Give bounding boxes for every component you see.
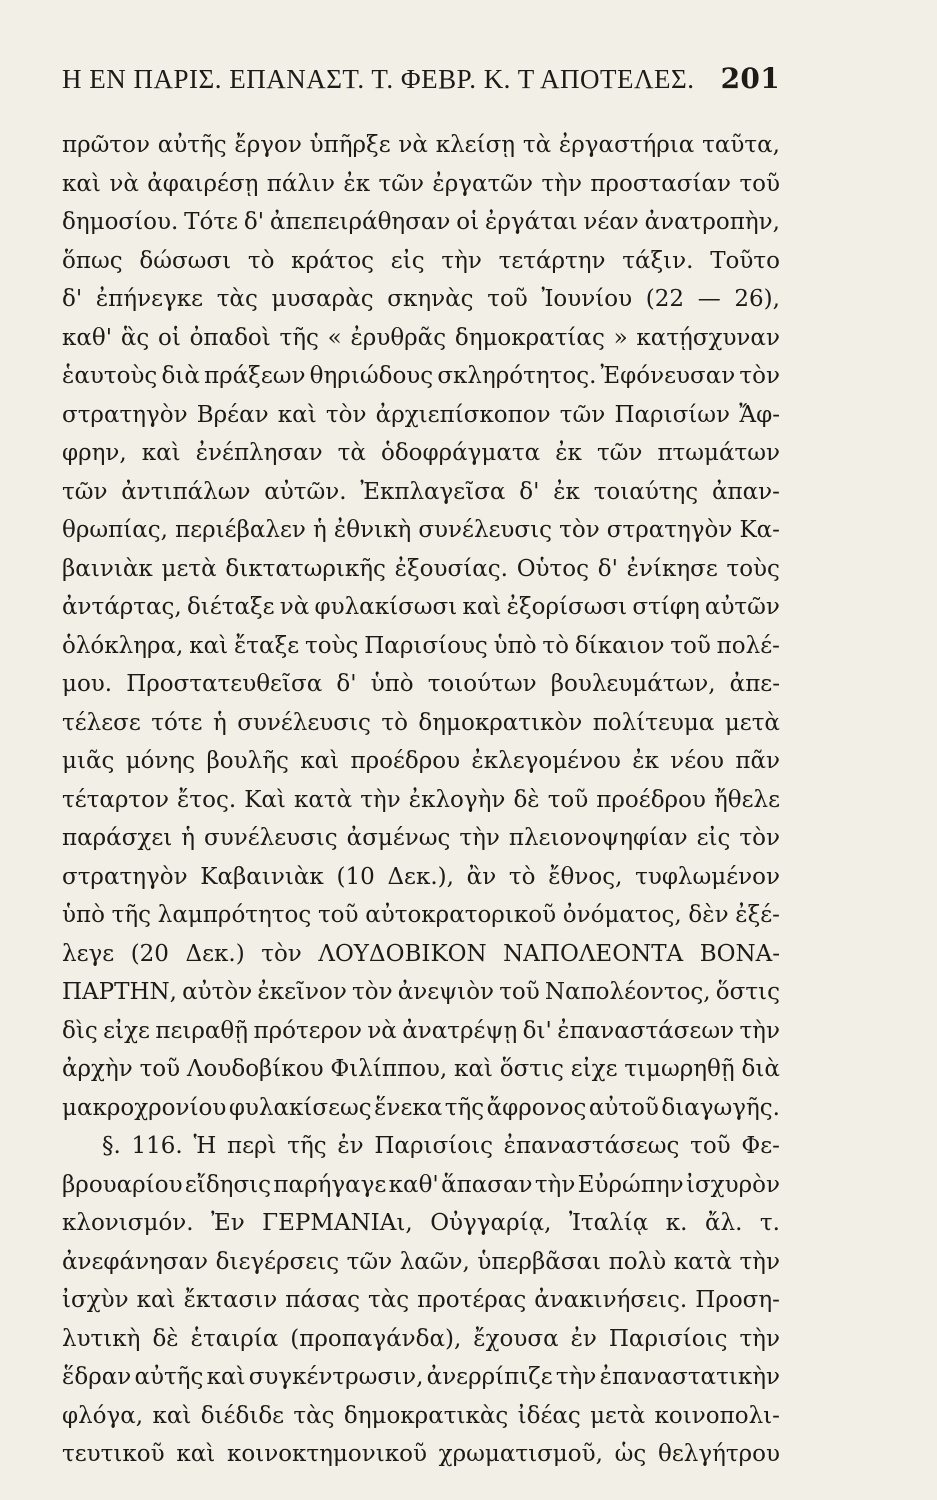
text-line: ὑπὸ τῆς λαμπρότητος τοῦ αὐτοκρατορικοῦ ὀνόματος, δὲν ἐξέ- — [62, 902, 780, 928]
text-line: λυτικὴ δὲ ἑταιρία (προπαγάνδα), ἔχουσα ἐν Παρισίοις τὴν — [62, 1325, 780, 1352]
text-line: βαινιὰκ μετὰ δικτατωρικῆς ἐξουσίας. Οὗτος δ' ἐνίκησε τοὺς — [62, 555, 780, 582]
text-line: δ' ἐπήνεγκε τὰς μυσαρὰς σκηνὰς τοῦ Ἰουνίου (22 — 26), — [62, 286, 780, 312]
text-line: ὅπως δώσωσι τὸ κράτος εἰς τὴν τετάρτην τάξιν. Τοῦτο — [62, 247, 780, 274]
text-line: τέταρτον ἔτος. Καὶ κατὰ τὴν ἐκλογὴν δὲ τοῦ προέδρου ἤθελε — [62, 786, 780, 813]
text-line: ἀνεφάνησαν διεγέρσεις τῶν λαῶν, ὑπερβᾶσαι πολὺ κατὰ τὴν — [62, 1248, 780, 1275]
text-line: μιᾶς μόνης βουλῆς καὶ προέδρου ἐκλεγομένου ἐκ νέου πᾶν — [62, 748, 780, 774]
text-line: φρην, καὶ ἐνέπλησαν τὰ ὁδοφράγματα ἐκ τῶν πτωμάτων — [62, 440, 780, 466]
text-line: ΠΑΡΤΗΝ, αὐτὸν ἐκεῖνον τὸν ἀνεψιὸν τοῦ Ναπολέοντος, ὅστις — [62, 979, 780, 1005]
text-line: τευτικοῦ καὶ κοινοκτημονικοῦ χρωματισμοῦ, ὡς θελγήτρου — [62, 1441, 780, 1467]
page-number: 201 — [720, 62, 780, 95]
text-line: ἰσχὺν καὶ ἔκτασιν πάσας τὰς προτέρας ἀνακινήσεις. Προση- — [62, 1287, 780, 1313]
text-line: πρῶτον αὐτῆς ἔργον ὑπῆρξε νὰ κλείσῃ τὰ ἐργαστήρια ταῦτα, — [62, 132, 780, 158]
text-line: ὁλόκληρα, καὶ ἔταξε τοὺς Παρισίους ὑπὸ τὸ δίκαιον τοῦ πολέ- — [62, 632, 780, 659]
text-line: δημοσίου. Τότε δ' ἀπεπειράθησαν οἱ ἐργάται νέαν ἀνατροπὴν, — [62, 209, 780, 235]
text-line: κλονισμόν. Ἐν ΓΕΡΜΑΝΙΑι, Οὐγγαρίᾳ, Ἰταλίᾳ κ. ἄλ. τ. — [62, 1210, 780, 1236]
text-line: τῶν ἀντιπάλων αὐτῶν. Ἐκπλαγεῖσα δ' ἐκ τοιαύτης ἀπαν- — [62, 478, 780, 505]
text-line: παράσχει ἡ συνέλευσις ἀσμένως τὴν πλειονοψηφίαν εἰς τὸν — [62, 825, 780, 851]
text-line: §. 116. Ἡ περὶ τῆς ἐν Παρισίοις ἐπαναστάσεως τοῦ Φε- — [102, 1133, 780, 1159]
text-line: θρωπίας, περιέβαλεν ἡ ἐθνικὴ συνέλευσις τὸν στρατηγὸν Κα- — [62, 517, 780, 543]
text-line: μου. Προστατευθεῖσα δ' ὑπὸ τοιούτων βουλευμάτων, ἀπε- — [62, 671, 780, 697]
text-line: στρατηγὸν Καβαινιὰκ (10 Δεκ.), ἂν τὸ ἔθνος, τυφλωμένον — [62, 863, 780, 890]
text-line: καὶ νὰ ἀφαιρέσῃ πάλιν ἐκ τῶν ἐργατῶν τὴν προστασίαν τοῦ — [62, 170, 780, 197]
text-line: ἀρχὴν τοῦ Λουδοβίκου Φιλίππου, καὶ ὅστις εἶχε τιμωρηθῇ διὰ — [62, 1056, 780, 1082]
text-line: ἑαυτοὺς διὰ πράξεων θηριώδους σκληρότητος. Ἐφόνευσαν τὸν — [62, 363, 780, 389]
text-line: στρατηγὸν Βρέαν καὶ τὸν ἀρχιεπίσκοπον τῶν Παρισίων Ἄφ- — [62, 401, 780, 428]
text-line: μακροχρονίου φυλακίσεως ἕνεκα τῆς ἄφρονος αὐτοῦ διαγωγῆς. — [62, 1094, 780, 1121]
text-line: βρουαρίου εἴδησις παρήγαγε καθ' ἅπασαν τὴν Εὐρώπην ἰσχυρὸν — [62, 1171, 780, 1198]
text-line: φλόγα, καὶ διέδιδε τὰς δημοκρατικὰς ἰδέας μετὰ κοινοπολι- — [62, 1402, 780, 1429]
text-line: λεγε (20 Δεκ.) τὸν ΛΟΥΔΟΒΙΚΟΝ ΝΑΠΟΛΕΟΝΤΑ ΒΟΝΑ- — [62, 940, 780, 967]
body-text — [62, 132, 780, 1480]
text-line: τέλεσε τότε ἡ συνέλευσις τὸ δημοκρατικὸν πολίτευμα μετὰ — [62, 709, 780, 736]
text-line: ἀντάρτας, διέταξε νὰ φυλακίσωσι καὶ ἐξορίσωσι στίφη αὐτῶν — [62, 594, 780, 620]
text-line: καθ' ἃς οἱ ὀπαδοὶ τῆς « ἐρυθρᾶς δημοκρατίας » κατῄσχυναν — [62, 324, 780, 351]
page-header — [62, 62, 780, 95]
text-line: ἕδραν αὐτῆς καὶ συγκέντρωσιν, ἀνερρίπιζε τὴν ἐπαναστατικὴν — [62, 1364, 780, 1390]
running-title: Η ΕΝ ΠΑΡΙΣ. ΕΠΑΝΑΣΤ. Τ. ΦΕΒΡ. Κ. Τ ΑΠΟΤΕΛΕΣ. — [62, 64, 695, 94]
text-line: δὶς εἶχε πειραθῇ πρότερον νὰ ἀνατρέψῃ δι' ἐπαναστάσεων τὴν — [62, 1017, 780, 1044]
